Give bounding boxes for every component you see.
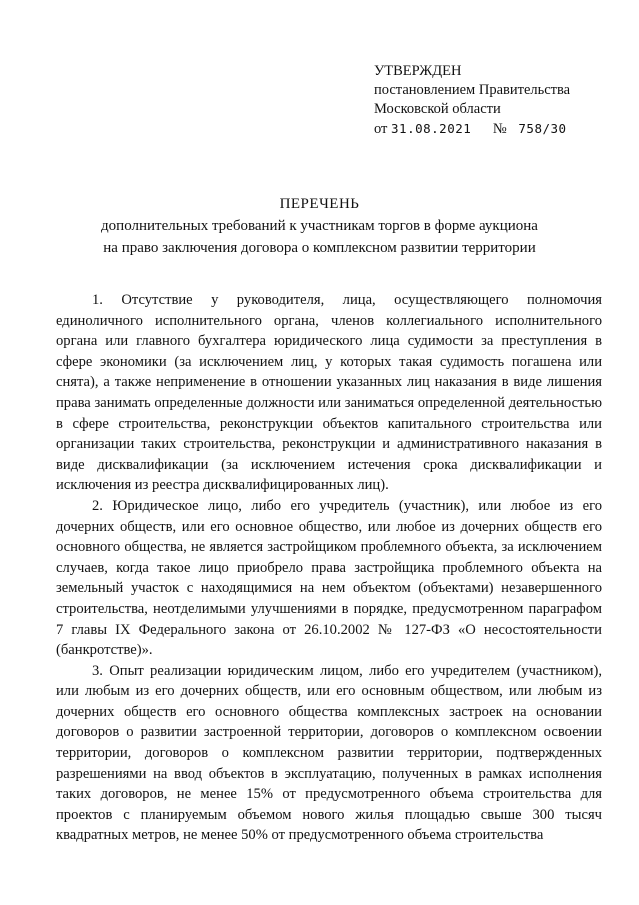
approval-line-2: Московской области [374, 101, 501, 117]
approval-date-line [374, 119, 570, 139]
approval-number-sign: № [492, 121, 507, 137]
approval-heading: УТВЕРЖДЕН [374, 63, 462, 79]
approval-date-prefix: от [374, 121, 388, 137]
approval-date: 31.08.2021 [391, 121, 472, 136]
approval-line-1: постановлением Правительства [374, 82, 571, 98]
document-body [56, 290, 602, 846]
document-subtitle-line-1: дополнительных требований к участникам торгов в форме аукциона [101, 218, 538, 234]
approval-block [374, 62, 570, 139]
paragraph-1: 1. Отсутствие у руководителя, лица, осуществляющего полномочия единоличного исполнительного органа, членов коллегиального исполнительного органа или главного бухгалтера юридического лица судимости за преступления в сфере экономики (за исключением лиц, у которых такая судимость погашена или снята), а также неприменение в отношении указанных лиц наказания в виде лишения права занимать определенные должности или заниматься определенной деятельностью в сфере строительства, реконструкции объектов капитального строительства или организации таких строительства, реконструкции и административного наказания в виде дисквалификации (за исключением истечения срока дисквалификации и исключения из реестра дисквалифицированных лиц). [56, 292, 602, 494]
approval-number: 758/30 [518, 121, 567, 136]
document-subtitle-line-2: на право заключения договора о комплексном развитии территории [103, 240, 536, 256]
document-title: ПЕРЕЧЕНЬ [279, 196, 360, 212]
paragraph-3: 3. Опыт реализации юридическим лицом, либо его учредителем (участником), или любым из его дочерних обществ, или его основным обществом, или любым из дочерних обществ его основного общества комплексных застроек на основании договоров о развитии застроенной территории, договоров о комплексном освоении территории, договоров о комплексном развитии территории, подтвержденных разрешениями на ввод объектов в эксплуатацию, полученных в рамках исполнения таких договоров, не менее 15% от предусмотренного объема строительства для проектов с планируемым объемом нового жилья площадью свыше 300 тысяч квадратных метров, не менее 50% от предусмотренного объема строительства [56, 662, 602, 844]
paragraph-2: 2. Юридическое лицо, либо его учредитель (участник), или любое из его дочерних обществ, или его основное общество, или любое из дочерних обществ его основного общества, не является застройщиком проблемного объекта, за исключением случаев, когда такое лицо приобрело права застройщика проблемного объекта на земельный участок с находящимися на нем объектом (объектами) незавершенного строительства, неотделимыми улучшениями в порядке, предусмотренном параграфом 7 главы IX Федерального закона от 26.10.2002 № 127-ФЗ «О несостоятельности (банкротстве)». [56, 497, 602, 659]
document-heading [0, 193, 639, 259]
